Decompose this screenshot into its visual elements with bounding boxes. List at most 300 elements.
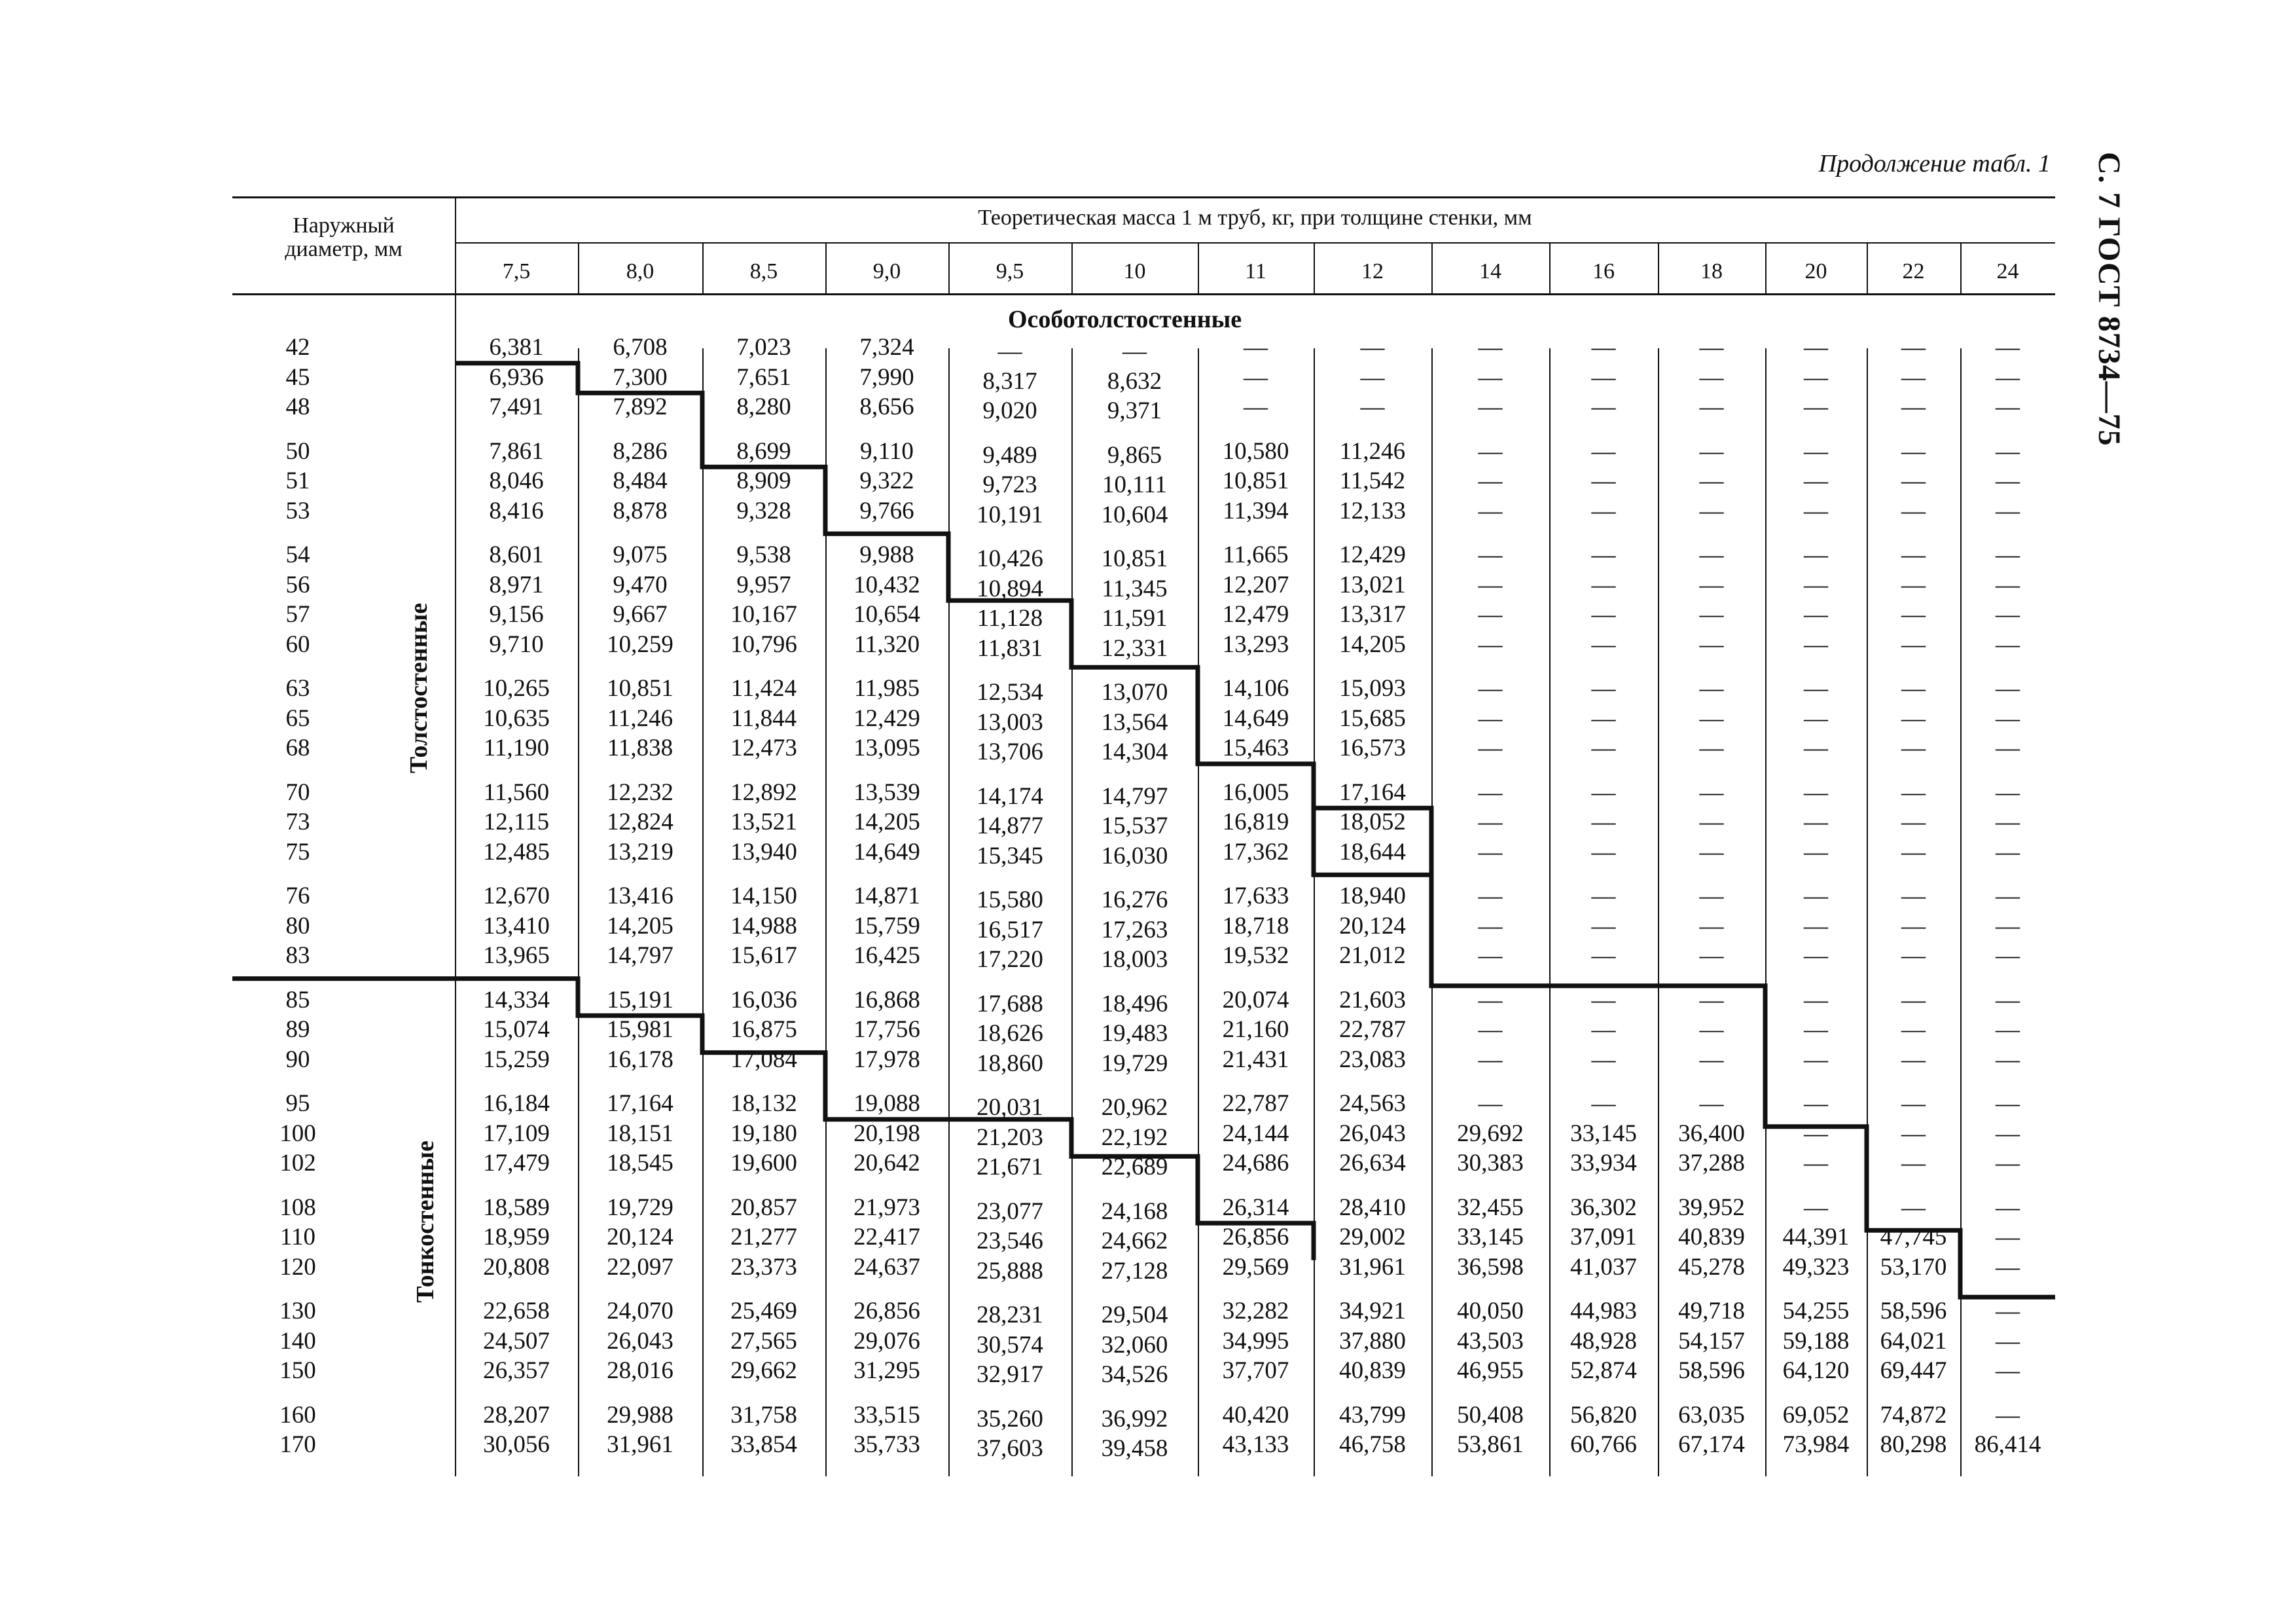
mass-cell: 24,168: [1101, 1197, 1168, 1225]
mass-cell: 36,992: [1101, 1405, 1168, 1432]
mass-cell: 11,838: [607, 735, 673, 761]
mass-cell: 11,844: [730, 704, 797, 732]
mass-cell: —: [1591, 334, 1616, 361]
mass-cell: 14,150: [730, 883, 797, 909]
mass-cell: 26,043: [1339, 1120, 1406, 1147]
pipe-mass-table: [232, 196, 2055, 1476]
mass-cell: 12,331: [1101, 634, 1168, 662]
mass-cell: 29,002: [1339, 1224, 1406, 1250]
mass-cell: 13,564: [1101, 708, 1168, 736]
mass-cell: 21,431: [1222, 1046, 1289, 1073]
mass-cell: 17,688: [977, 990, 1043, 1017]
mass-cell: 16,036: [730, 986, 797, 1013]
mass-cell: —: [1996, 1150, 2020, 1176]
mass-cell: —: [1901, 1194, 1926, 1221]
mass-cell: —: [1699, 497, 1724, 524]
mass-cell: 9,371: [1107, 397, 1162, 424]
mass-cell: 26,856: [853, 1298, 920, 1324]
mass-cell: —: [1901, 334, 1926, 361]
mass-cell: 21,160: [1222, 1016, 1289, 1043]
mass-cell: 11,190: [483, 735, 550, 761]
mass-cell: 9,766: [859, 497, 914, 524]
mass-cell: 19,729: [1101, 1049, 1168, 1077]
thickness-header: 10: [1123, 259, 1146, 283]
mass-cell: 20,124: [1339, 912, 1406, 939]
mass-cell: —: [1901, 630, 1926, 658]
diameter-cell: 45: [285, 363, 310, 391]
mass-cell: 15,259: [483, 1046, 550, 1073]
mass-cell: 35,733: [853, 1431, 920, 1458]
thickness-header: 24: [1996, 259, 2019, 283]
diameter-header-line2: диаметр, мм: [285, 237, 403, 261]
diameter-cell: 42: [285, 334, 310, 361]
mass-cell: —: [1901, 571, 1926, 598]
section-thick-wall: Толстостенные: [405, 602, 433, 774]
diameter-cell: 80: [285, 912, 310, 939]
mass-cell: 13,293: [1222, 630, 1289, 658]
mass-cell: 36,598: [1457, 1253, 1524, 1281]
mass-header: Теоретическая масса 1 м труб, кг, при толщине стенки, мм: [978, 206, 1532, 230]
mass-cell: 18,003: [1101, 946, 1168, 973]
mass-cell: 28,231: [977, 1302, 1043, 1328]
mass-cell: 9,110: [860, 437, 914, 465]
mass-cell: 13,317: [1339, 601, 1406, 628]
mass-cell: 26,634: [1339, 1150, 1406, 1176]
mass-cell: 16,517: [977, 916, 1043, 943]
mass-cell: 20,962: [1101, 1094, 1168, 1121]
mass-cell: —: [1901, 704, 1926, 732]
mass-cell: —: [1996, 363, 2020, 391]
diameter-cell: 48: [285, 393, 310, 420]
column-divider: [1867, 348, 1868, 1476]
mass-cell: —: [1996, 1194, 2020, 1221]
mass-cell: —: [1478, 467, 1503, 494]
mass-cell: 64,021: [1880, 1327, 1947, 1355]
mass-cell: 12,115: [483, 809, 550, 835]
mass-cell: 16,030: [1101, 842, 1168, 869]
mass-cell: 16,184: [483, 1090, 550, 1117]
mass-cell: —: [1901, 1046, 1926, 1073]
mass-cell: —: [1244, 393, 1268, 420]
mass-cell: 16,005: [1222, 778, 1289, 806]
mass-cell: 17,084: [730, 1046, 797, 1073]
mass-cell: 7,300: [613, 363, 668, 391]
mass-cell: 11,246: [1339, 437, 1406, 465]
mass-cell: 8,878: [613, 497, 668, 524]
mass-cell: 9,322: [859, 467, 914, 494]
mass-cell: 29,692: [1457, 1120, 1524, 1147]
mass-cell: 19,088: [853, 1090, 920, 1117]
mass-cell: —: [1901, 778, 1926, 806]
diameter-header-line1: Наружный: [293, 213, 395, 238]
mass-cell: 46,758: [1339, 1431, 1406, 1458]
mass-cell: —: [1699, 1046, 1724, 1073]
mass-cell: 22,658: [483, 1298, 550, 1324]
mass-cell: —: [1699, 363, 1724, 391]
mass-cell: 9,723: [982, 471, 1037, 498]
mass-cell: 22,689: [1101, 1154, 1168, 1180]
diameter-column-rule: [455, 196, 456, 1476]
mass-cell: 8,656: [859, 393, 914, 420]
mass-cell: 14,877: [977, 812, 1043, 839]
mass-cell: 18,545: [607, 1150, 673, 1176]
mass-cell: —: [1699, 334, 1724, 361]
mass-cell: 16,819: [1222, 809, 1289, 835]
mass-cell: —: [1478, 809, 1503, 835]
mass-cell: 12,485: [483, 838, 550, 866]
mass-cell: 9,667: [613, 601, 668, 628]
mass-cell: 53,861: [1457, 1431, 1524, 1458]
mass-cell: —: [1996, 675, 2020, 702]
mass-cell: 22,417: [853, 1224, 920, 1250]
mass-cell: 58,596: [1880, 1298, 1947, 1324]
mass-cell: 22,787: [1222, 1090, 1289, 1117]
mass-cell: —: [1996, 334, 2020, 361]
mass-cell: —: [1591, 704, 1616, 732]
mass-cell: —: [1996, 437, 2020, 465]
mass-cell: —: [1591, 1016, 1616, 1043]
mass-cell: 9,957: [736, 571, 791, 598]
mass-cell: —: [1996, 1046, 2020, 1073]
mass-cell: 59,188: [1782, 1327, 1850, 1355]
mass-cell: 13,416: [607, 883, 673, 909]
mass-cell: —: [1996, 541, 2020, 568]
mass-cell: —: [1591, 1046, 1616, 1073]
diameter-cell: 89: [285, 1016, 310, 1043]
mass-cell: —: [1901, 942, 1926, 969]
mass-cell: —: [1996, 809, 2020, 835]
section-thin-wall: Тонкостенные: [411, 1140, 439, 1304]
mass-cell: —: [1478, 912, 1503, 939]
mass-cell: 43,503: [1457, 1327, 1524, 1355]
mass-cell: 12,479: [1222, 601, 1289, 628]
mass-cell: 15,537: [1101, 812, 1168, 839]
mass-cell: 21,973: [853, 1194, 920, 1221]
mass-cell: 43,799: [1339, 1401, 1406, 1429]
mass-cell: 9,075: [613, 541, 668, 568]
mass-cell: —: [1244, 334, 1268, 361]
thickness-header: 22: [1902, 259, 1925, 283]
diameter-cell: 70: [285, 778, 310, 806]
mass-cell: 15,093: [1339, 675, 1406, 702]
mass-cell: 12,892: [730, 778, 797, 806]
mass-cell: 26,043: [607, 1327, 673, 1355]
thickness-header: 16: [1592, 259, 1615, 283]
mass-cell: —: [1478, 704, 1503, 732]
mass-cell: —: [1901, 601, 1926, 628]
mass-cell: —: [1996, 1253, 2020, 1281]
mass-cell: 50,408: [1457, 1401, 1524, 1429]
mass-cell: 69,052: [1782, 1401, 1850, 1429]
mass-cell: 13,021: [1339, 571, 1406, 598]
mass-cell: —: [1804, 809, 1828, 835]
mass-cell: —: [1804, 601, 1828, 628]
diameter-cell: 50: [285, 437, 310, 465]
mass-cell: 7,023: [736, 334, 791, 361]
mass-cell: —: [1591, 630, 1616, 658]
mass-cell: 15,580: [977, 886, 1043, 913]
mass-cell: —: [1478, 735, 1503, 761]
mass-cell: —: [1996, 467, 2020, 494]
mass-cell: —: [1591, 735, 1616, 761]
mass-cell: 18,496: [1101, 990, 1168, 1017]
mass-cell: 26,314: [1222, 1194, 1289, 1221]
mass-cell: 10,851: [1222, 467, 1289, 494]
mass-cell: 21,671: [977, 1154, 1043, 1180]
mass-cell: —: [1901, 1016, 1926, 1043]
mass-cell: 10,259: [607, 630, 673, 658]
mass-cell: 7,990: [859, 363, 914, 391]
mass-cell: —: [1360, 393, 1385, 420]
mass-cell: 12,232: [607, 778, 673, 806]
mass-cell: 17,164: [1339, 778, 1406, 806]
mass-cell: 20,124: [607, 1224, 673, 1250]
mass-cell: 9,710: [489, 630, 544, 658]
mass-cell: 43,133: [1222, 1431, 1289, 1458]
mass-cell: 19,600: [730, 1150, 797, 1176]
mass-cell: —: [1699, 986, 1724, 1013]
mass-cell: —: [1901, 363, 1926, 391]
mass-cell: —: [1901, 809, 1926, 835]
mass-cell: 12,429: [853, 704, 920, 732]
mass-cell: 63,035: [1678, 1401, 1745, 1429]
mass-cell: 40,839: [1678, 1224, 1745, 1250]
mass-cell: 64,120: [1782, 1357, 1850, 1384]
mass-cell: 14,988: [730, 912, 797, 939]
mass-cell: 17,164: [607, 1090, 673, 1117]
thickness-header: 14: [1479, 259, 1501, 283]
mass-cell: —: [1699, 675, 1724, 702]
thickness-header: 7,5: [502, 259, 531, 283]
mass-cell: 18,940: [1339, 883, 1406, 909]
mass-cell: 23,546: [977, 1228, 1043, 1254]
mass-cell: 23,077: [977, 1197, 1043, 1225]
mass-cell: 8,971: [489, 571, 544, 598]
thickness-header: 11: [1245, 259, 1266, 283]
mass-cell: —: [1804, 334, 1828, 361]
mass-cell: —: [1804, 363, 1828, 391]
mass-cell: 12,824: [607, 809, 673, 835]
diameter-cell: 120: [279, 1253, 316, 1281]
mass-cell: —: [1591, 393, 1616, 420]
mass-cell: 31,961: [607, 1431, 673, 1458]
mass-cell: 30,056: [483, 1431, 550, 1458]
column-divider: [1765, 348, 1767, 1476]
mass-cell: —: [1699, 838, 1724, 866]
mass-cell: 13,539: [853, 778, 920, 806]
mass-cell: 9,988: [859, 541, 914, 568]
mass-cell: 10,796: [730, 630, 797, 658]
diameter-cell: 56: [285, 571, 310, 598]
mass-cell: —: [1996, 1016, 2020, 1043]
mass-cell: 16,868: [853, 986, 920, 1013]
header-bottom-rule: [232, 293, 2055, 295]
page-side-title: С. 7 ГОСТ 8734—75: [2092, 152, 2126, 447]
mass-cell: —: [1804, 1090, 1828, 1117]
diameter-cell: 100: [279, 1120, 316, 1147]
mass-cell: —: [1901, 675, 1926, 702]
mass-cell: —: [1804, 1120, 1828, 1147]
mass-cell: 15,074: [483, 1016, 550, 1043]
thickness-header: 9,0: [872, 259, 901, 283]
mass-cell: —: [1804, 1194, 1828, 1221]
mass-cell: —: [1804, 883, 1828, 909]
mass-cell: 40,420: [1222, 1401, 1289, 1429]
mass-cell: 22,787: [1339, 1016, 1406, 1043]
mass-cell: —: [1996, 883, 2020, 909]
diameter-cell: 170: [279, 1431, 316, 1458]
mass-cell: 17,756: [853, 1016, 920, 1043]
mass-cell: 11,591: [1102, 605, 1168, 632]
mass-cell: —: [1699, 467, 1724, 494]
mass-cell: —: [1591, 601, 1616, 628]
mass-cell: 14,649: [853, 838, 920, 866]
mass-cell: 12,534: [977, 679, 1043, 706]
mass-cell: 39,952: [1678, 1194, 1745, 1221]
mass-cell: —: [1901, 1150, 1926, 1176]
diameter-cell: 150: [279, 1357, 316, 1384]
mass-cell: —: [1699, 541, 1724, 568]
mass-cell: 45,278: [1678, 1253, 1745, 1281]
mass-cell: 12,473: [730, 735, 797, 761]
mass-cell: 30,574: [977, 1331, 1043, 1359]
mass-cell: —: [1478, 778, 1503, 806]
mass-cell: 12,133: [1339, 497, 1406, 524]
mass-cell: 14,797: [1101, 782, 1168, 810]
mass-cell: 29,662: [730, 1357, 797, 1384]
mass-cell: 10,635: [483, 704, 550, 732]
mass-cell: 40,839: [1339, 1357, 1406, 1384]
mass-cell: —: [1996, 838, 2020, 866]
mass-cell: —: [1996, 393, 2020, 420]
mass-cell: 18,151: [607, 1120, 673, 1147]
mass-cell: 12,429: [1339, 541, 1406, 568]
mass-cell: 24,686: [1222, 1150, 1289, 1176]
mass-cell: 28,207: [483, 1401, 550, 1429]
mass-cell: 37,880: [1339, 1327, 1406, 1355]
mass-cell: —: [1804, 571, 1828, 598]
mass-cell: 34,921: [1339, 1298, 1406, 1324]
mass-cell: —: [1804, 778, 1828, 806]
mass-cell: —: [1699, 630, 1724, 658]
diameter-cell: 68: [285, 735, 310, 761]
mass-cell: 44,983: [1570, 1298, 1637, 1324]
mass-cell: 29,076: [853, 1327, 920, 1355]
mass-cell: —: [1901, 393, 1926, 420]
mass-cell: 16,875: [730, 1016, 797, 1043]
column-divider: [1314, 348, 1315, 1476]
mass-cell: 9,865: [1107, 441, 1162, 469]
mass-cell: 20,074: [1222, 986, 1289, 1013]
mass-cell: —: [1478, 942, 1503, 969]
mass-cell: 16,425: [853, 942, 920, 969]
mass-cell: 21,603: [1339, 986, 1406, 1013]
mass-cell: —: [1996, 1090, 2020, 1117]
mass-cell: 7,324: [859, 334, 914, 361]
mass-cell: 16,276: [1101, 886, 1168, 913]
mass-cell: —: [1478, 437, 1503, 465]
mass-cell: 11,394: [1223, 497, 1289, 524]
mass-cell: 10,167: [730, 601, 797, 628]
mass-cell: —: [1591, 541, 1616, 568]
diameter-cell: 95: [285, 1090, 310, 1117]
mass-cell: 18,589: [483, 1194, 550, 1221]
mass-cell: 26,856: [1222, 1224, 1289, 1250]
mass-cell: —: [1360, 334, 1385, 361]
mass-cell: —: [1699, 735, 1724, 761]
mass-cell: —: [1478, 1016, 1503, 1043]
mass-cell: —: [1901, 838, 1926, 866]
diameter-cell: 160: [279, 1401, 316, 1429]
mass-cell: 8,416: [489, 497, 544, 524]
mass-cell: 13,940: [730, 838, 797, 866]
mass-cell: 9,489: [982, 441, 1037, 469]
mass-cell: 22,192: [1101, 1123, 1168, 1151]
mass-cell: 8,601: [489, 541, 544, 568]
mass-cell: 46,955: [1457, 1357, 1524, 1384]
mass-cell: —: [1699, 912, 1724, 939]
mass-cell: 47,745: [1880, 1224, 1947, 1250]
mass-cell: —: [1996, 1327, 2020, 1355]
mass-cell: —: [1804, 437, 1828, 465]
mass-cell: 11,128: [977, 605, 1043, 632]
mass-cell: 37,603: [977, 1435, 1043, 1462]
mass-cell: 8,286: [613, 437, 668, 465]
mass-cell: 29,988: [607, 1401, 673, 1429]
mass-cell: 14,304: [1101, 739, 1168, 765]
mass-cell: 41,037: [1570, 1253, 1637, 1281]
mass-cell: 37,091: [1570, 1224, 1637, 1250]
mass-cell: 19,532: [1222, 942, 1289, 969]
mass-cell: 10,265: [483, 675, 550, 702]
mass-cell: 13,706: [977, 739, 1043, 765]
mass-cell: 8,046: [489, 467, 544, 494]
mass-cell: —: [1804, 675, 1828, 702]
diameter-cell: 54: [285, 541, 310, 568]
diameter-cell: 53: [285, 497, 310, 524]
mass-cell: 14,205: [1339, 630, 1406, 658]
mass-cell: 10,111: [1102, 471, 1167, 498]
mass-cell: 44,391: [1782, 1224, 1850, 1250]
mass-cell: 9,020: [982, 397, 1037, 424]
mass-cell: 37,288: [1678, 1150, 1745, 1176]
mass-cell: —: [1244, 363, 1268, 391]
mass-cell: 11,831: [977, 634, 1043, 662]
mass-cell: —: [1996, 704, 2020, 732]
mass-cell: 24,662: [1101, 1228, 1168, 1254]
mass-cell: 19,729: [607, 1194, 673, 1221]
mass-cell: 11,424: [730, 675, 797, 702]
mass-cell: —: [1901, 1120, 1926, 1147]
mass-cell: 19,483: [1101, 1020, 1168, 1047]
mass-cell: —: [1699, 393, 1724, 420]
thickness-header: 12: [1361, 259, 1384, 283]
mass-cell: 13,003: [977, 708, 1043, 736]
mass-cell: —: [1804, 942, 1828, 969]
mass-cell: 33,854: [730, 1431, 797, 1458]
mass-cell: 11,320: [853, 630, 920, 658]
mass-cell: 21,277: [730, 1224, 797, 1250]
diameter-cell: 73: [285, 809, 310, 835]
diameter-cell: 90: [285, 1046, 310, 1073]
mass-cell: 40,050: [1457, 1298, 1524, 1324]
mass-cell: —: [1591, 467, 1616, 494]
mass-cell: —: [1901, 912, 1926, 939]
mass-cell: —: [1804, 393, 1828, 420]
mass-cell: 17,362: [1222, 838, 1289, 866]
mass-cell: 13,521: [730, 809, 797, 835]
mass-cell: 21,203: [977, 1123, 1043, 1151]
